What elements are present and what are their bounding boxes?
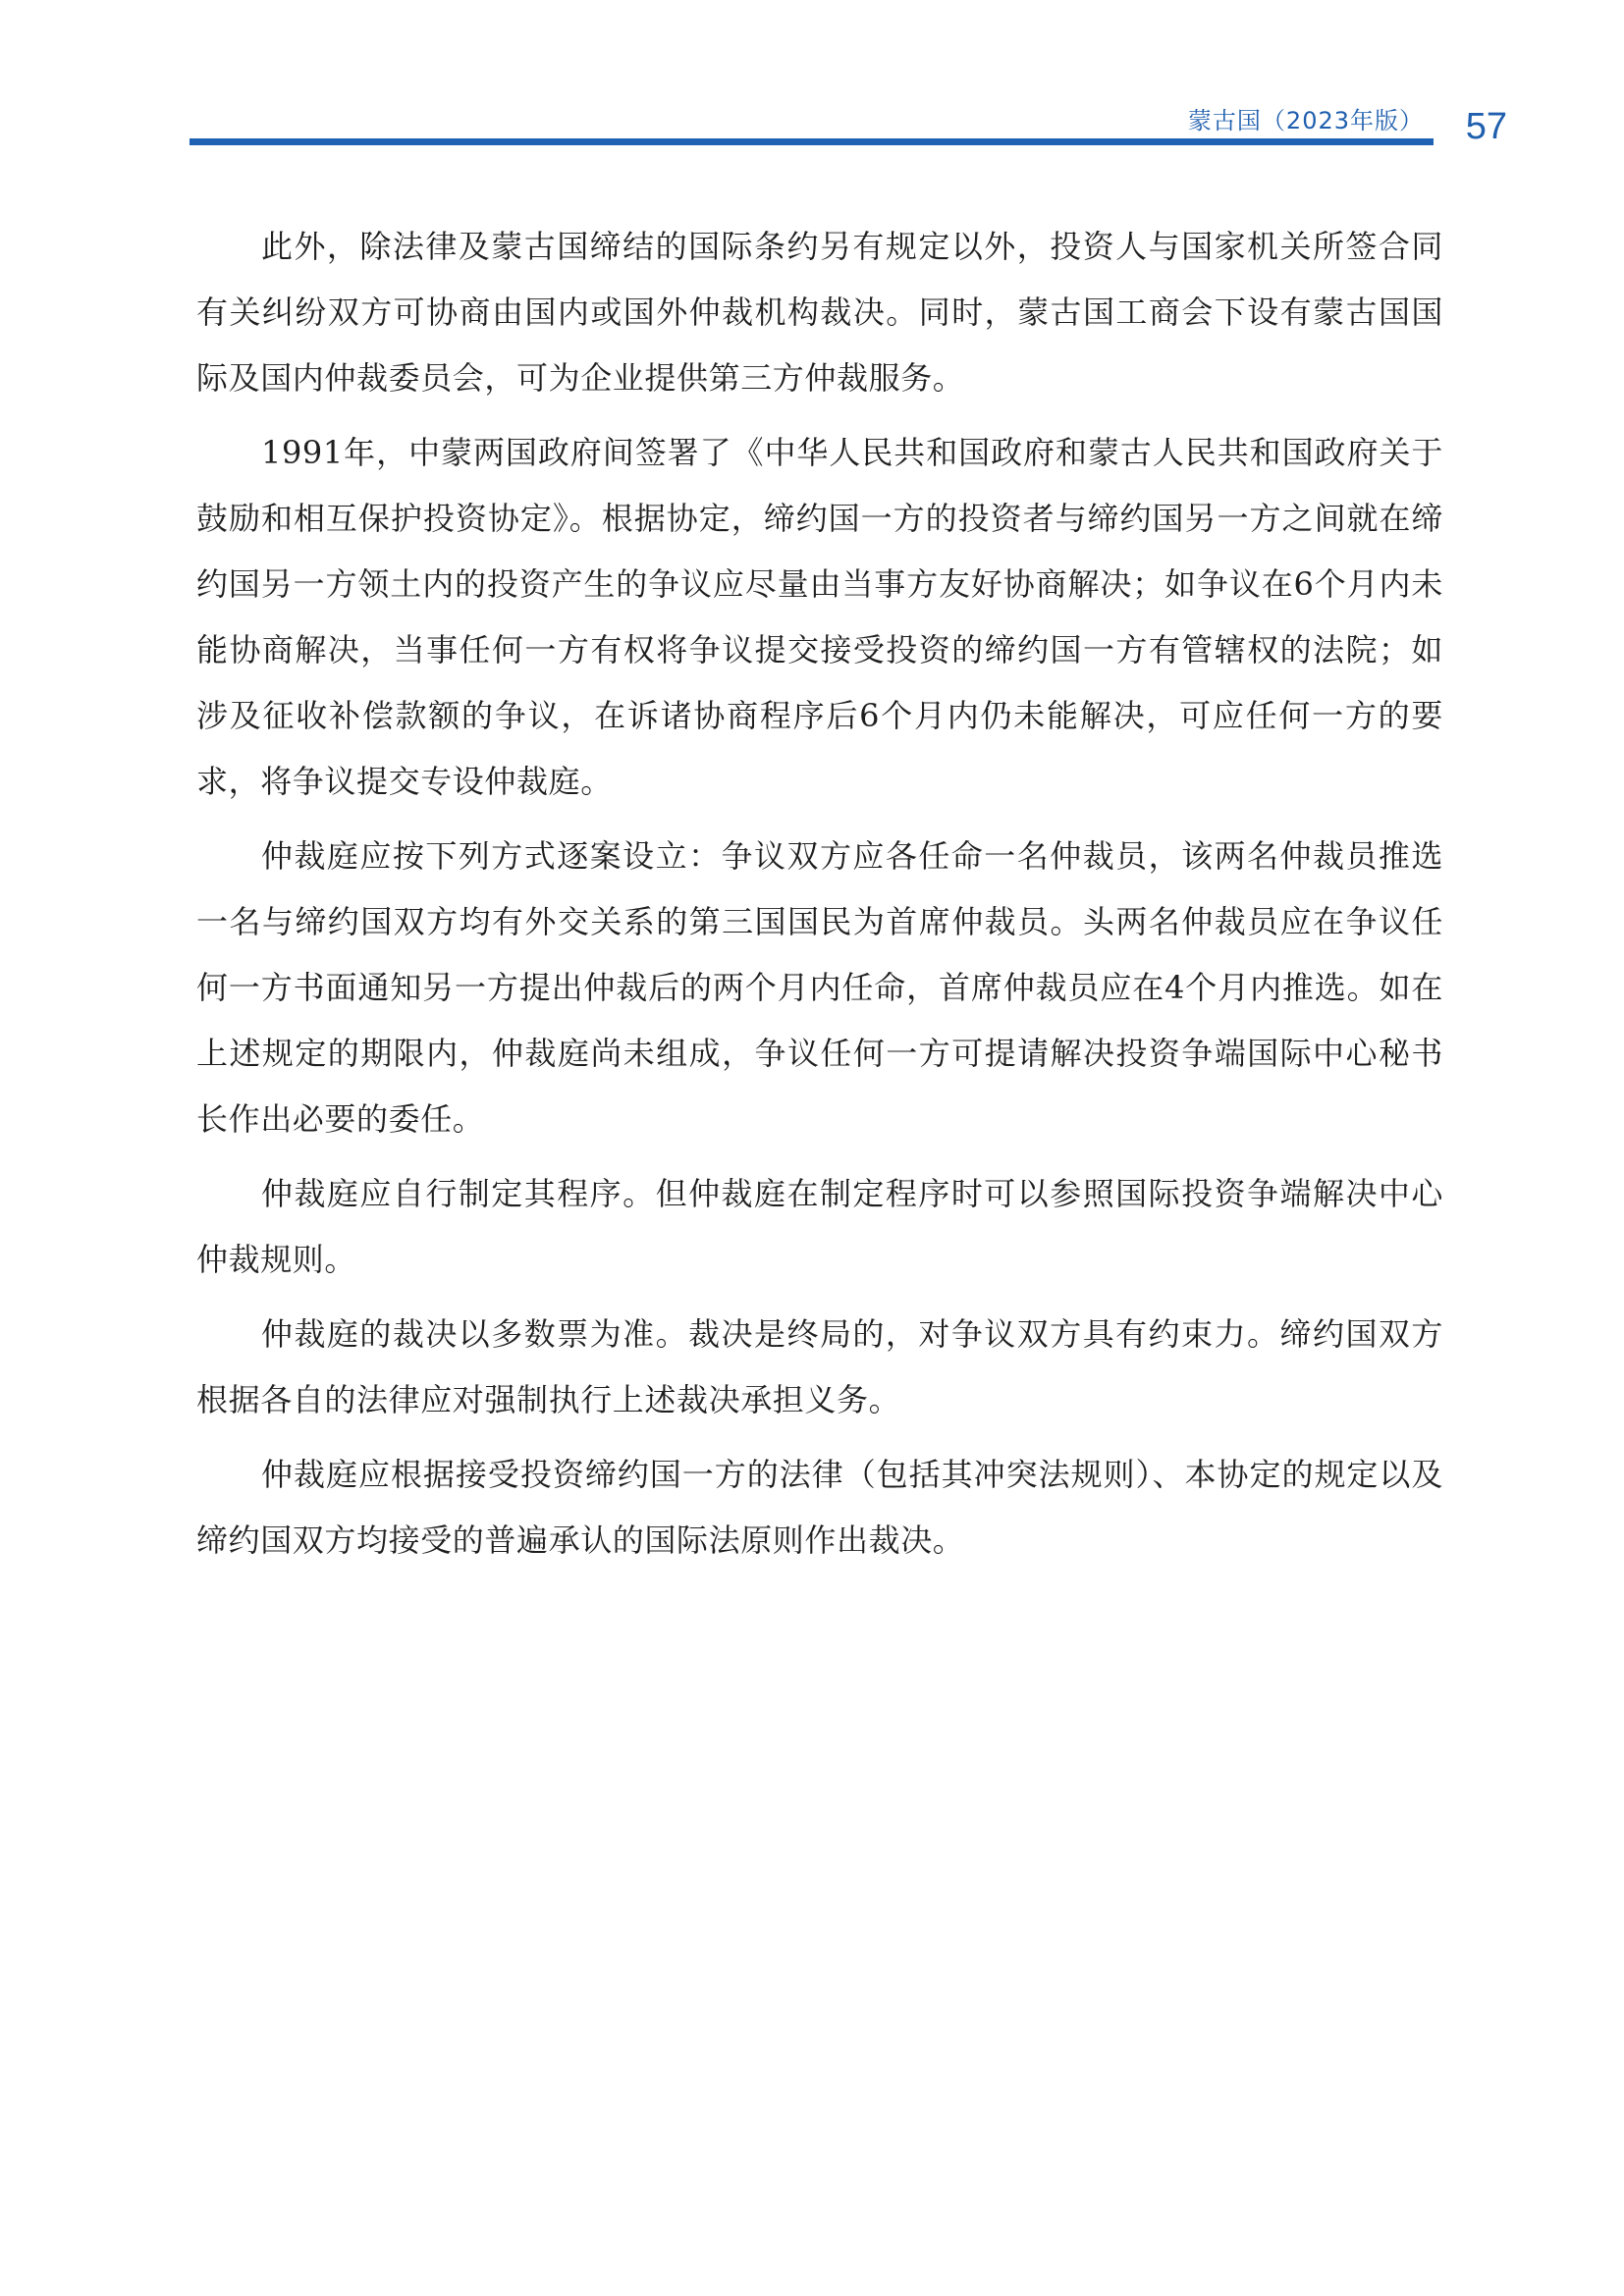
- paragraph-tribunal-formation: 仲裁庭应按下列方式逐案设立：争议双方应各任命一名仲裁员，该两名仲裁员推选一名与缔约国双方均有外交关系的第三国国民为首席仲裁员。头两名仲裁员应在争议任何一方书面通知另一方提出仲裁后的两个月内任命，首席仲裁员应在4个月内推选。如在上述规定的期限内，仲裁庭尚未组成，争议任何一方可提请解决投资争端国际中心秘书长作出必要的委任。: [196, 837, 1443, 1138]
- page-number: 57: [1465, 106, 1507, 147]
- paragraph-award-binding: 仲裁庭的裁决以多数票为准。裁决是终局的，对争议双方具有约束力。缔约国双方根据各自的法律应对强制执行上述裁决承担义务。: [196, 1315, 1443, 1418]
- running-title: 蒙古国（2023年版）: [1187, 107, 1424, 134]
- paragraph-tribunal-procedure: 仲裁庭应自行制定其程序。但仲裁庭在制定程序时可以参照国际投资争端解决中心仲裁规则。: [196, 1175, 1443, 1278]
- paragraph-applicable-law: 仲裁庭应根据接受投资缔约国一方的法律（包括其冲突法规则）、本协定的规定以及缔约国双方均接受的普遍承认的国际法原则作出裁决。: [196, 1456, 1443, 1559]
- header-divider: [189, 138, 1434, 145]
- paragraph-arbitration-overview: 此外，除法律及蒙古国缔结的国际条约另有规定以外，投资人与国家机关所签合同有关纠纷双方可协商由国内或国外仲裁机构裁决。同时，蒙古国工商会下设有蒙古国国际及国内仲裁委员会，可为企业提供第三方仲裁服务。: [196, 228, 1443, 397]
- page-header: [189, 96, 1517, 155]
- body-text: [196, 214, 1443, 1582]
- paragraph-1991-agreement: 1991年，中蒙两国政府间签署了《中华人民共和国政府和蒙古人民共和国政府关于鼓励和相互保护投资协定》。根据协定，缔约国一方的投资者与缔约国另一方之间就在缔约国另一方领土内的投资产生的争议应尽量由当事方友好协商解决；如争议在6个月内未能协商解决，当事任何一方有权将争议提交接受投资的缔约国一方有管辖权的法院；如涉及征收补偿款额的争议，在诉诸协商程序后6个月内仍未能解决，可应任何一方的要求，将争议提交专设仲裁庭。: [196, 434, 1443, 800]
